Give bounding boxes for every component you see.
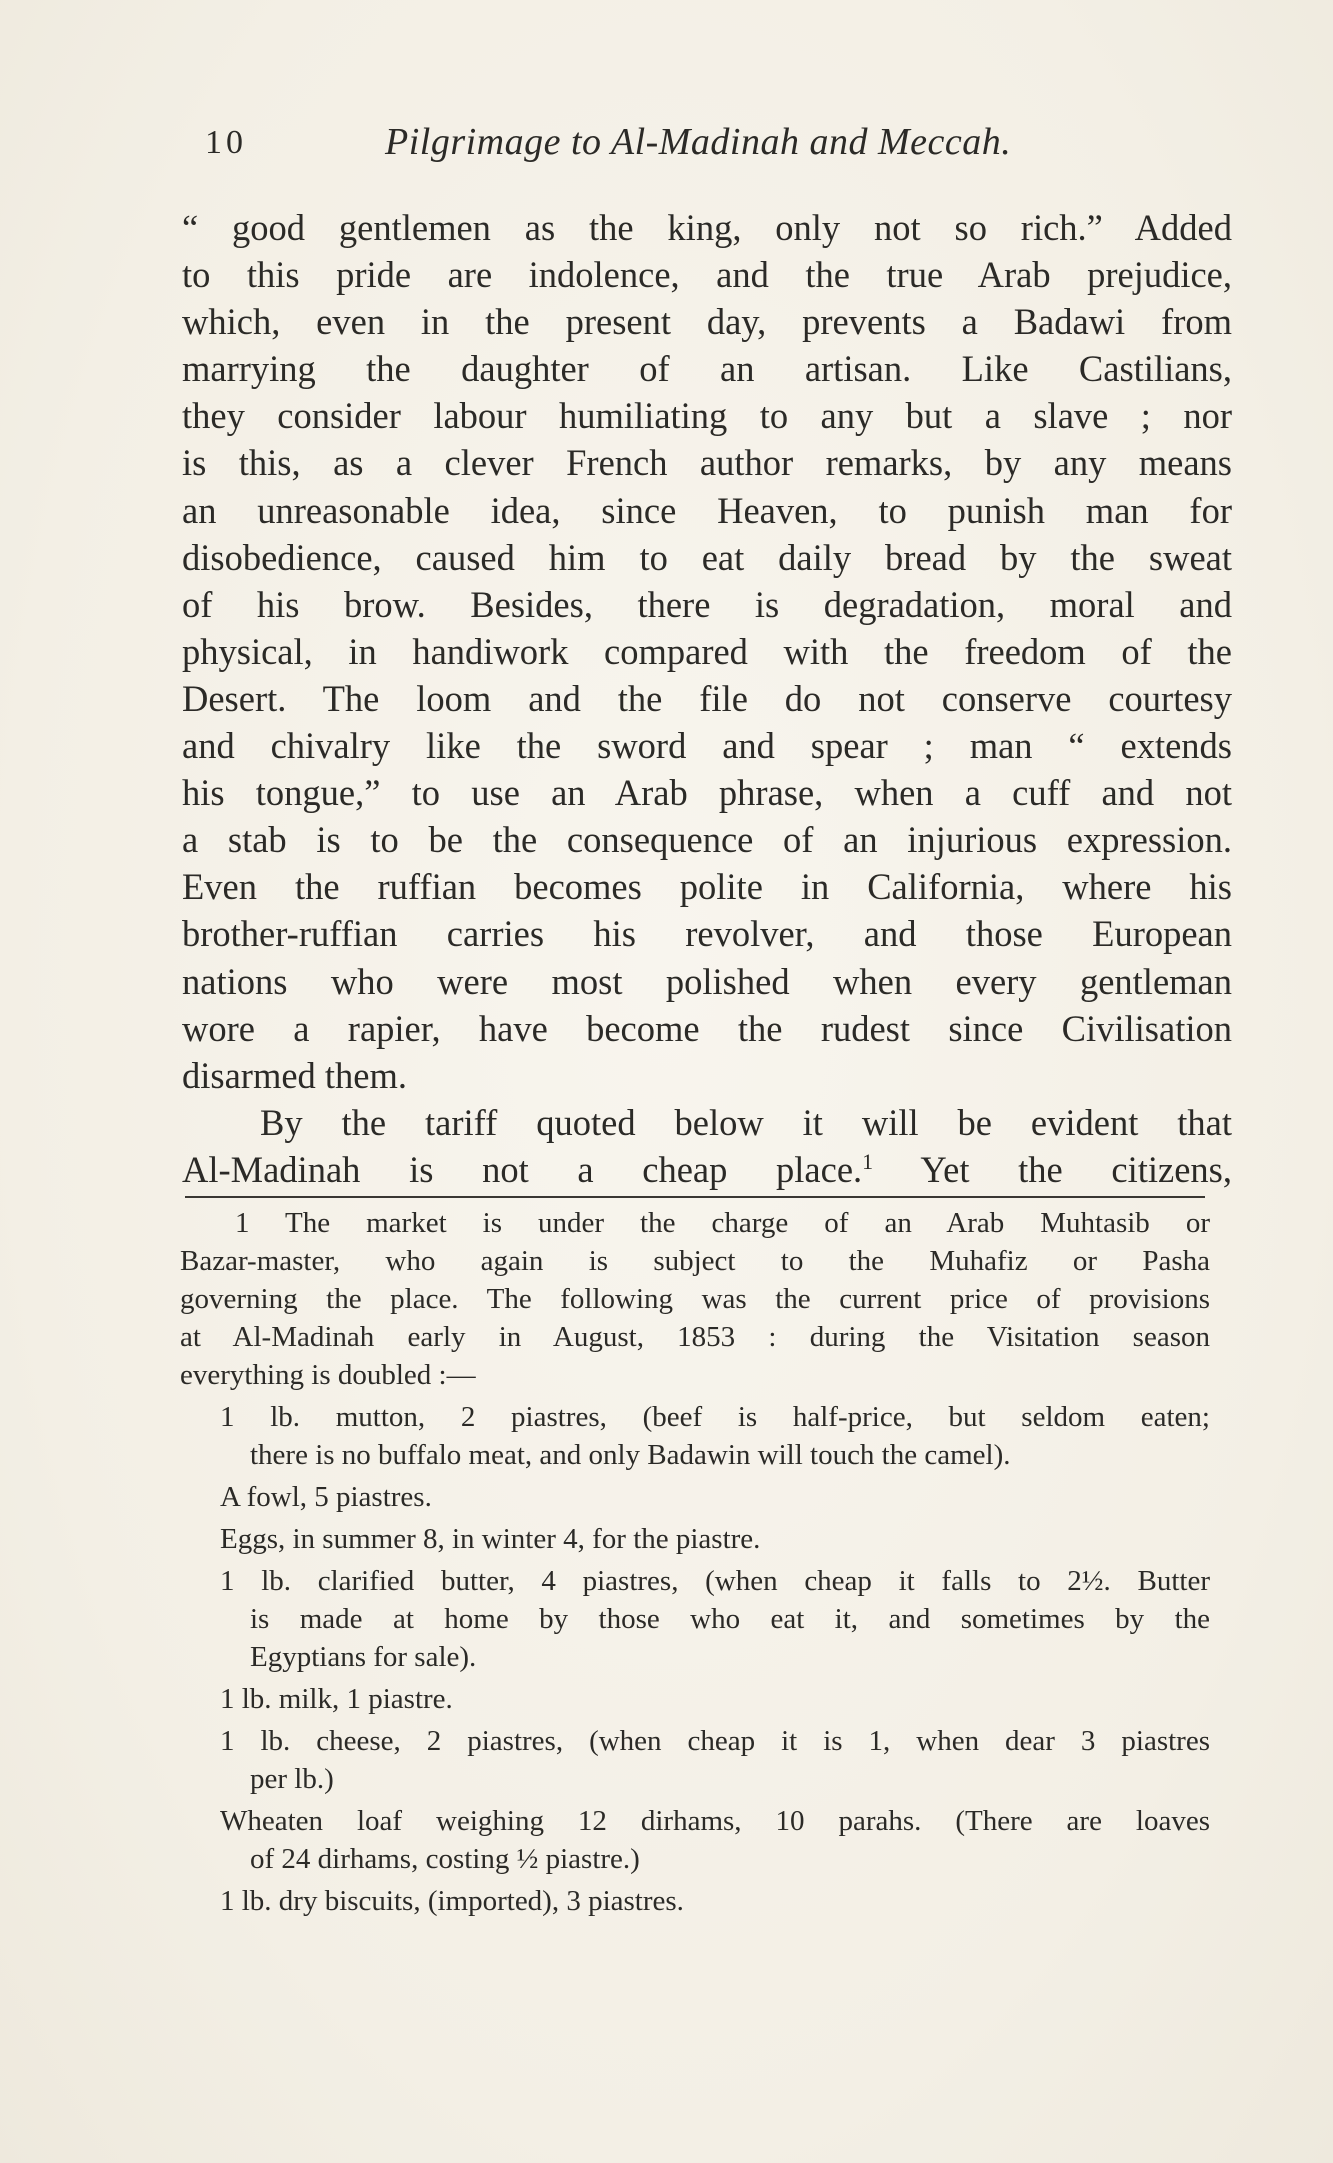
body-line: his tongue,” to use an Arab phrase, when a cuff and not xyxy=(182,772,1232,814)
price-line: 1 lb. milk, 1 piastre. xyxy=(220,1683,453,1715)
price-list-item xyxy=(180,1882,1210,1920)
price-line: Egyptians for sale). xyxy=(250,1641,477,1673)
body-line: wore a rapier, have become the rudest since Civilisation xyxy=(182,1007,1232,1049)
body-line: which, even in the present day, prevents a Badawi from xyxy=(182,301,1232,343)
body-line: brother-ruffian carries his revolver, and those European xyxy=(182,913,1232,955)
body-line: Desert. The loom and the file do not conserve courtesy xyxy=(182,677,1232,719)
footnote-rule xyxy=(185,1196,1205,1198)
footnote-line: Bazar-master, who again is subject to the Muhafiz or Pasha xyxy=(180,1245,1210,1277)
price-line: 1 lb. cheese, 2 piastres, (when cheap it is 1, when dear 3 piastres xyxy=(220,1725,1210,1757)
price-line: Wheaten loaf weighing 12 dirhams, 10 parahs. (There are loaves xyxy=(220,1805,1210,1837)
footnotes xyxy=(180,1204,1210,1920)
body-line: Even the ruffian becomes polite in California, where his xyxy=(182,866,1232,908)
price-line: Eggs, in summer 8, in winter 4, for the piastre. xyxy=(220,1523,761,1555)
body-line: By the tariff quoted below it will be evident that xyxy=(260,1101,1232,1143)
body-line: disarmed them. xyxy=(182,1054,408,1096)
price-list-item xyxy=(180,1398,1210,1474)
footnote-line: everything is doubled :— xyxy=(180,1359,476,1391)
price-line: 1 lb. dry biscuits, (imported), 3 piastres. xyxy=(220,1885,684,1917)
body-line: marrying the daughter of an artisan. Like Castilians, xyxy=(182,348,1232,390)
body-line: physical, in handiwork compared with the freedom of the xyxy=(182,630,1232,672)
body-line-start: Al-Madinah is not a cheap place. xyxy=(182,1148,863,1190)
running-head xyxy=(205,120,1085,180)
body-line: to this pride are indolence, and the true Arab prejudice, xyxy=(182,254,1232,296)
price-list-item xyxy=(180,1802,1210,1878)
price-line: there is no buffalo meat, and only Badawin will touch the camel). xyxy=(250,1439,1011,1471)
price-list-item xyxy=(180,1680,1210,1718)
body-line: they consider labour humiliating to any but a slave ; nor xyxy=(182,395,1232,437)
body-line: of his brow. Besides, there is degradation, moral and xyxy=(182,583,1232,625)
body-line-with-footnote-ref xyxy=(182,1146,1232,1193)
body-line: a stab is to be the consequence of an injurious expression. xyxy=(182,819,1232,861)
footnote-line: at Al-Madinah early in August, 1853 : during the Visitation season xyxy=(180,1321,1210,1353)
price-list-item xyxy=(180,1562,1210,1676)
price-list-item xyxy=(180,1520,1210,1558)
price-line: per lb.) xyxy=(250,1763,334,1795)
footnote-line: governing the place. The following was the current price of provisions xyxy=(180,1283,1210,1315)
body-line-end: Yet the citizens, xyxy=(873,1148,1233,1190)
running-title: Pilgrimage to Al-Madinah and Meccah. xyxy=(385,121,1012,163)
body-line: an unreasonable idea, since Heaven, to punish man for xyxy=(182,489,1232,531)
price-line: 1 lb. clarified butter, 4 piastres, (when cheap it falls to 2½. Butter xyxy=(220,1565,1210,1597)
body-line: disobedience, caused him to eat daily bread by the sweat xyxy=(182,536,1232,578)
body-line: “ good gentlemen as the king, only not so rich.” Added xyxy=(182,207,1232,248)
body-line: is this, as a clever French author remarks, by any means xyxy=(182,442,1232,484)
price-line: A fowl, 5 piastres. xyxy=(220,1481,432,1513)
price-line: 1 lb. mutton, 2 piastres, (beef is half-price, but seldom eaten; xyxy=(220,1401,1210,1433)
page-number: 10 xyxy=(205,124,247,161)
body-line: and chivalry like the sword and spear ; man “ extends xyxy=(182,725,1232,767)
footnote-reference: 1 xyxy=(862,1148,874,1174)
price-list-item xyxy=(180,1722,1210,1798)
price-list-item xyxy=(180,1478,1210,1516)
body-line: nations who were most polished when every gentleman xyxy=(182,960,1232,1002)
price-line: of 24 dirhams, costing ½ piastre.) xyxy=(250,1843,640,1875)
body-text xyxy=(182,204,1232,1193)
footnote-line: 1 The market is under the charge of an Arab Muhtasib or xyxy=(235,1207,1210,1239)
price-line: is made at home by those who eat it, and sometimes by the xyxy=(250,1603,1210,1635)
